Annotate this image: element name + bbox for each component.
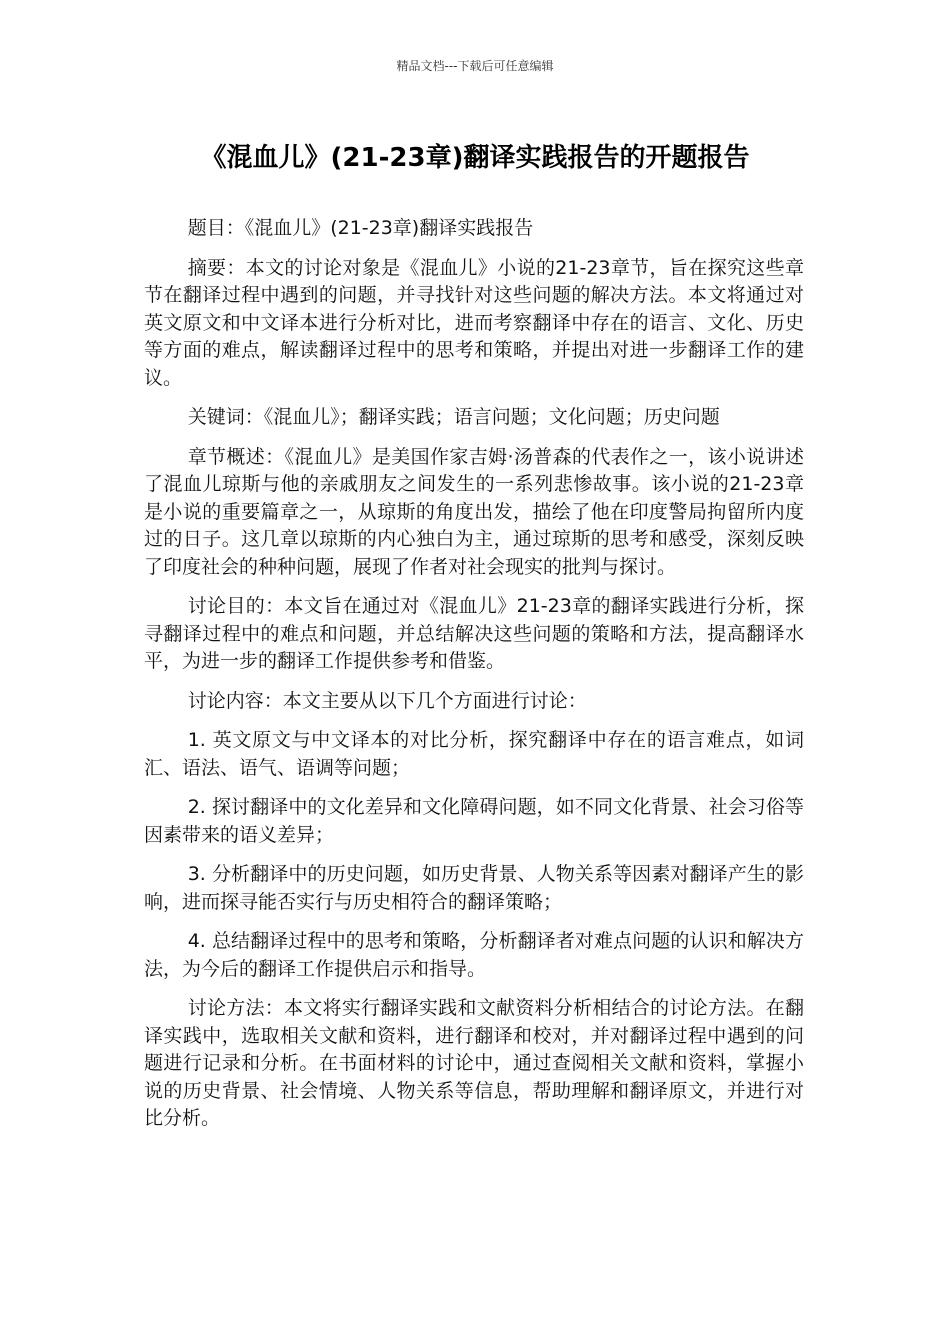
document-body <box>144 215 804 1145</box>
paragraph-content-item-4: 4. 总结翻译过程中的思考和策略，分析翻译者对难点问题的认识和解决方法，为今后的翻译工作提供启示和指导。 <box>144 930 804 980</box>
document-title: 《混血儿》(21-23章)翻译实践报告的开题报告 <box>200 143 750 173</box>
paragraph-method: 讨论方法：本文将实行翻译实践和文献资料分析相结合的讨论方法。在翻译实践中，选取相关文献和资料，进行翻译和校对，并对翻译过程中遇到的问题进行记录和分析。在书面材料的讨论中，通过查阅相关文献和资料，掌握小说的历史背景、社会情境、人物关系等信息，帮助理解和翻译原文，并进行对比分析。 <box>144 997 804 1129</box>
paragraph-content-intro: 讨论内容：本文主要从以下几个方面进行讨论： <box>187 689 587 712</box>
paragraph-abstract: 摘要：本文的讨论对象是《混血儿》小说的21-23章节，旨在探究这些章节在翻译过程中遇到的问题，并寻找针对这些问题的解决方法。本文将通过对英文原文和中文译本进行分析对比，进而考察翻译中存在的语言、文化、历史等方面的难点，解读翻译过程中的思考和策略，并提出对进一步翻译工作的建议。 <box>144 256 804 389</box>
paragraph-content-item-2: 2. 探讨翻译中的文化差异和文化障碍问题，如不同文化背景、社会习俗等因素带来的语义差异； <box>144 796 804 846</box>
paragraph-topic: 题目：《混血儿》(21-23章)翻译实践报告 <box>187 217 534 239</box>
paragraph-chapter-summary: 章节概述：《混血儿》是美国作家吉姆·汤普森的代表作之一，该小说讲述了混血儿琼斯与他的亲戚朋友之间发生的一系列悲惨故事。该小说的21-23章是小说的重要篇章之一，从琼斯的角度出发，描绘了他在印度警局拘留所内度过的日子。这几章以琼斯的内心独白为主，通过琼斯的思考和感受，深刻反映了印度社会的种种问题，展现了作者对社会现实的批判与探讨。 <box>144 445 804 578</box>
paragraph-purpose: 讨论目的：本文旨在通过对《混血儿》21-23章的翻译实践进行分析，探寻翻译过程中的难点和问题，并总结解决这些问题的策略和方法，提高翻译水平，为进一步的翻译工作提供参考和借鉴。 <box>144 595 804 672</box>
paragraph-content-item-1: 1. 英文原文与中文译本的对比分析，探究翻译中存在的语言难点，如词汇、语法、语气、语调等问题； <box>144 729 804 779</box>
header-note: 精品文档---下载后可任意编辑 <box>396 59 554 73</box>
paragraph-content-item-3: 3. 分析翻译中的历史问题，如历史背景、人物关系等因素对翻译产生的影响，进而探寻能否实行与历史相符合的翻译策略； <box>144 863 804 913</box>
paragraph-keywords: 关键词：《混血儿》；翻译实践；语言问题；文化问题；历史问题 <box>187 406 720 428</box>
